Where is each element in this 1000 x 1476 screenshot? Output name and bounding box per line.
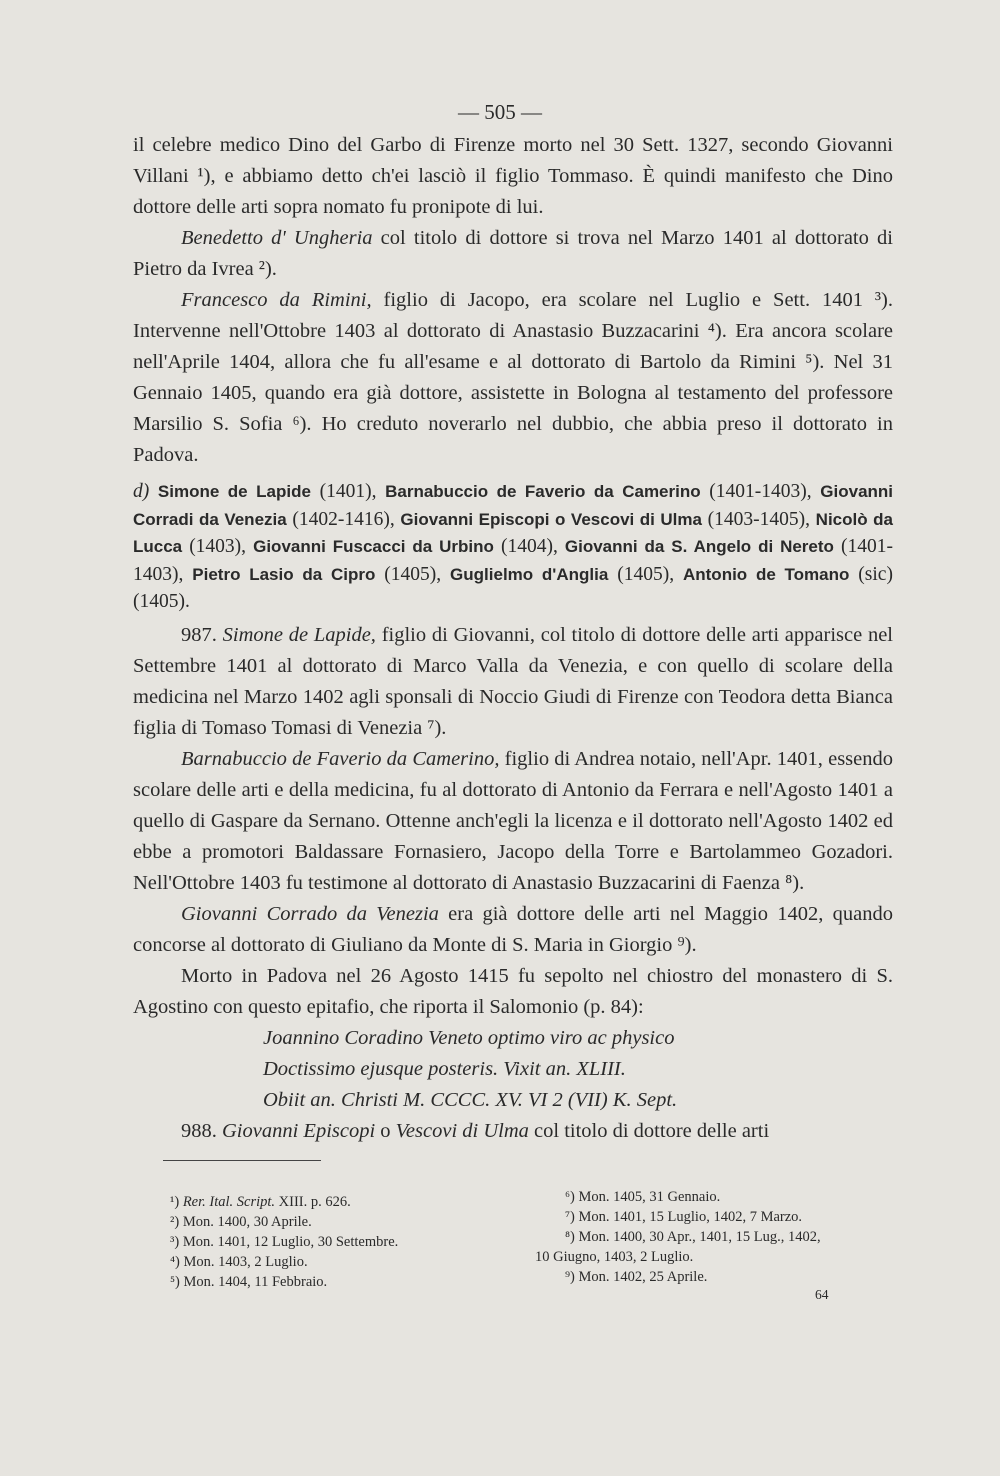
footnote-text: Mon. 1401, 12 Luglio, 30 Settembre.: [179, 1234, 399, 1250]
paragraph-benedetto: [133, 223, 893, 285]
paragraph-text: figlio di Andrea notaio, nell'Apr. 1401, essendo scolare delle arti e della medicina, fu al dottorato di Antonio da Ferrara e nell'Agosto 1401 a quello di Gaspare da Sernano. Ottenne anch'egli la licenza e il dottorato nell'Agosto 1402 ed ebbe a promotori Baldassare Fornasiero, Jacopo della Torre e Bartolammeo Gozadori. Nell'Ottobre 1403 fu testimone al dottorato di Anastasio Buzzacarini di Faenza ⁸).: [133, 748, 893, 894]
epitaph-text: Doctissimo ejusque posteris. Vixit an. XLIII.: [263, 1058, 626, 1080]
section-dates: (1401-1403),: [700, 481, 821, 502]
footnote: [170, 1192, 398, 1212]
paragraph-text: col titolo di dottore delle arti: [528, 1120, 770, 1142]
section-letter: d): [133, 481, 150, 502]
opening-text: [133, 130, 893, 471]
footnote-marker: ⁴): [170, 1254, 180, 1270]
section-name: Giovanni Episcopi o Vescovi di Ulma: [400, 509, 702, 529]
section-dates: (1401-1403),: [133, 536, 893, 585]
entry-987: [133, 620, 893, 744]
footnote: 10 Giugno, 1403, 2 Luglio.: [535, 1249, 694, 1265]
entry-number: 988.: [181, 1120, 217, 1142]
section-name: Simone de Lapide: [157, 482, 311, 501]
person-name: Giovanni Episcopi: [222, 1120, 376, 1142]
footnote: [170, 1272, 398, 1292]
footnote-text: Mon. 1404, 11 Febbraio.: [179, 1274, 328, 1290]
footnote: ⁷) Mon. 1401, 15 Luglio, 1402, 7 Marzo.: [565, 1209, 803, 1225]
footnotes-left: [170, 1192, 398, 1292]
section-dates: (1402-1416),: [286, 508, 401, 530]
paragraph-corrado: [133, 899, 893, 961]
entry-988: [133, 1116, 893, 1147]
footnote: ⁶) Mon. 1405, 31 Gennaio.: [565, 1189, 721, 1205]
footnote: ⁹) Mon. 1402, 25 Aprile.: [565, 1269, 708, 1285]
entries-text: [133, 620, 893, 1147]
epitaph-text: Joannino Coradino Veneto optimo viro ac physico: [263, 1027, 675, 1049]
section-dates: (1403-1405),: [701, 508, 816, 530]
footnote-title: Rer. Ital. Script.: [182, 1194, 276, 1210]
section-dates: (sic) (1405).: [133, 563, 893, 612]
epitaph-text: Obiit an. Christi M. CCCC. XV. VI 2 (VII) K. Sept.: [263, 1089, 678, 1111]
epitaph-line: [133, 1054, 893, 1085]
section-name: Giovanni Corradi da Venezia: [133, 482, 894, 529]
section-name: Barnabuccio de Faverio da Camerino: [385, 482, 701, 501]
paragraph-text: figlio di Jacopo, era scolare nel Luglio e Sett. 1401 ³). Intervenne nell'Ottobre 1403 al dottorato di Anastasio Buzzacarini ⁴). Era ancora scolare nell'Aprile 1404, allora che fu all'esame e al dottorato di Bartolo da Rimini ⁵). Nel 31 Gennaio 1405, quando era già dottore, assistette in Bologna al testamento del professore Marsilio S. Sofia ⁶). Ho creduto noverarlo nel dubbio, che abbia preso il dottorato in Padova.: [133, 289, 893, 466]
signature-mark: 64: [815, 1287, 829, 1302]
footnote-text: XIII. p. 626.: [275, 1194, 351, 1210]
paragraph-francesco: [133, 285, 893, 471]
section-name: Antonio de Tomano: [682, 564, 850, 584]
section-dates: (1405),: [375, 563, 451, 585]
footnote-text: Mon. 1403, 2 Luglio.: [179, 1254, 308, 1270]
person-name: Barnabuccio de Faverio da Camerino,: [181, 748, 500, 770]
person-name: Giovanni Corrado da Venezia: [181, 903, 439, 925]
section-dates: (1401),: [310, 481, 386, 502]
footnote: [170, 1252, 398, 1272]
footnotes-right: [535, 1187, 821, 1287]
person-name: Benedetto d' Ungheria: [181, 227, 373, 249]
footnote: [170, 1212, 398, 1232]
paragraph-text: o: [375, 1120, 396, 1142]
entry-number: 987.: [181, 624, 217, 646]
footnote-marker: ¹): [170, 1194, 180, 1210]
person-name: Francesco da Rimini,: [181, 289, 372, 311]
footnote-marker: ³): [170, 1234, 180, 1250]
section-dates: (1404),: [493, 536, 565, 557]
section-heading-d: [133, 478, 893, 616]
paragraph-barnabuccio: [133, 744, 893, 899]
footnote-text: Mon. 1400, 30 Aprile.: [179, 1214, 312, 1230]
section-name: Nicolò da Lucca: [133, 509, 893, 556]
section-dates: (1403),: [182, 536, 254, 557]
paragraph-text: col titolo di dottore si trova nel Marzo 1401 al dottorato di Pietro da Ivrea ²).: [133, 227, 893, 280]
section-name: Guglielmo d'Anglia: [450, 564, 609, 584]
section-name: Giovanni da S. Angelo di Nereto: [564, 537, 834, 556]
paragraph-dino: il celebre medico Dino del Garbo di Firenze morto nel 30 Sett. 1327, secondo Giovanni Villani ¹), e abbiamo detto ch'ei lasciò il figlio Tommaso. È quindi manifesto che Dino dottore delle arti sopra nomato fu pronipote di lui.: [133, 134, 893, 218]
footnote-marker: ²): [170, 1214, 180, 1230]
person-name: Simone de Lapide,: [222, 624, 376, 646]
footnote: ⁸) Mon. 1400, 30 Apr., 1401, 15 Lug., 1402,: [565, 1229, 821, 1245]
epitaph-line: [133, 1023, 893, 1054]
epitaph-line: [133, 1085, 893, 1116]
section-name: Giovanni Fuscacci da Urbino: [253, 537, 494, 556]
footnote-marker: ⁵): [170, 1274, 180, 1290]
paragraph-text: era già dottore delle arti nel Maggio 1402, quando concorse al dottorato di Giuliano da Monte di S. Maria in Giorgio ⁹).: [133, 903, 893, 956]
paragraph-text: figlio di Giovanni, col titolo di dottore delle arti apparisce nel Settembre 1401 al dottorato di Marco Valla da Venezia, e con quello di scolare della medicina nel Marzo 1402 agli sponsali di Noccio Giudi di Firenze con Teodora detta Bianca figlia di Tomaso Tomasi di Venezia ⁷).: [133, 624, 893, 739]
footnote-divider: [163, 1160, 321, 1161]
section-name: Pietro Lasio da Cipro: [192, 564, 376, 584]
page-number: — 505 —: [458, 100, 542, 124]
footnote: [170, 1232, 398, 1252]
section-dates: (1405),: [608, 563, 683, 585]
person-name: Vescovi di Ulma: [395, 1120, 529, 1142]
paragraph-morto: Morto in Padova nel 26 Agosto 1415 fu sepolto nel chiostro del monastero di S. Agostino con questo epitafio, che riporta il Salomonio (p. 84):: [133, 965, 893, 1018]
